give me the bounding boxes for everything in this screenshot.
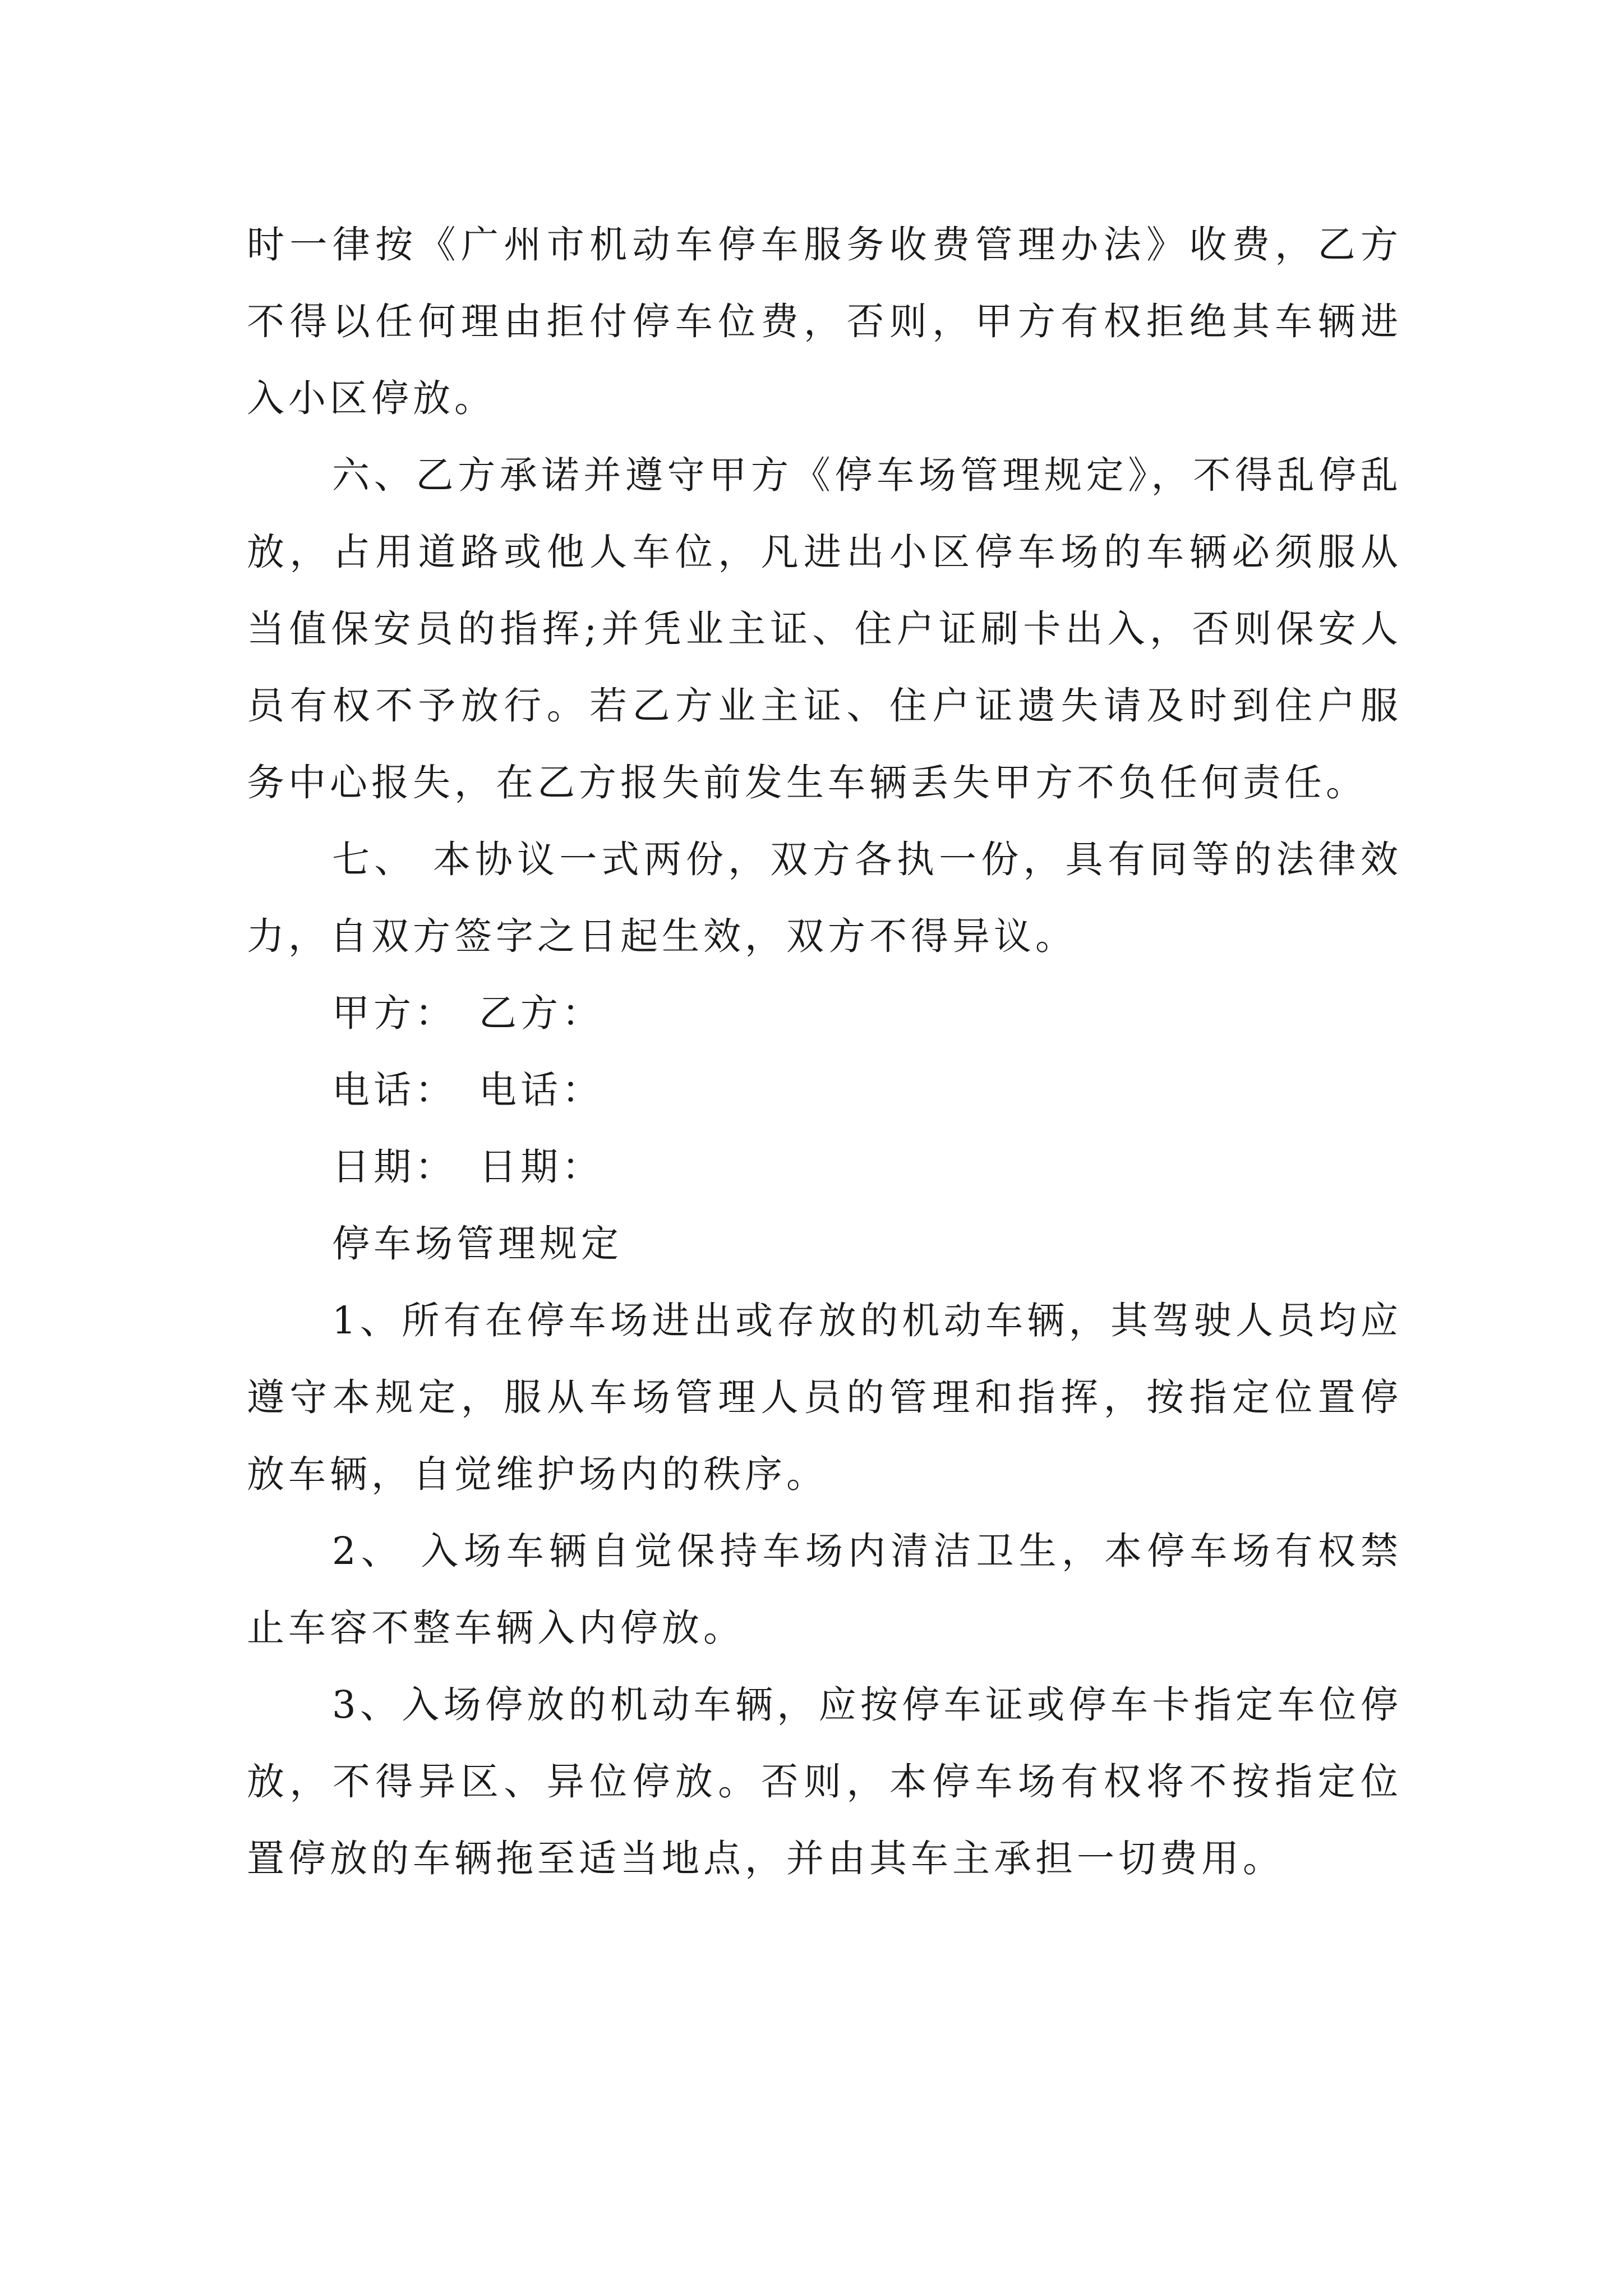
date-a-label: 日期： <box>332 1145 457 1189</box>
paragraph-continued: 时一律按《广州市机动车停车服务收费管理办法》收费，乙方不得以任何理由拒付停车位费，否则，甲方有权拒绝其车辆进入小区停放。 <box>247 223 1402 420</box>
rule-3: 3、入场停放的机动车辆，应按停车证或停车卡指定车位停放，不得异区、异位停放。否则，本停车场有权将不按指定位置停放的车辆拖至适当地点，并由其车主承担一切费用。 <box>247 1683 1402 1880</box>
phone-b-label: 电话： <box>479 1068 603 1112</box>
rule-1: 1、所有在停车场进出或存放的机动车辆，其驾驶人员均应遵守本规定，服从车场管理人员的管理和指挥，按指定位置停放车辆，自觉维护场内的秩序。 <box>247 1299 1402 1496</box>
clause-6: 六、乙方承诺并遵守甲方《停车场管理规定》，不得乱停乱放，占用道路或他人车位，凡进出小区停车场的车辆必须服从当值保安员的指挥;并凭业主证、住户证刷卡出入，否则保安人员有权不予放行。若乙方业主证、住户证遗失请及时到住户服务中心报失，在乙方报失前发生车辆丢失甲方不负任何责任。 <box>247 453 1402 804</box>
phone-a-label: 电话： <box>332 1068 457 1112</box>
signature-phone-line <box>247 1052 1402 1129</box>
document-page <box>247 206 1402 1897</box>
date-b-label: 日期： <box>479 1145 603 1189</box>
signature-date-line <box>247 1129 1402 1205</box>
party-b-label: 乙方： <box>479 991 603 1035</box>
signature-block <box>247 975 1402 1205</box>
clause-7: 七、 本协议一式两份，双方各执一份，具有同等的法律效力，自双方签字之日起生效，双方不得异议。 <box>247 838 1402 958</box>
rule-2: 2、 入场车辆自觉保持车场内清洁卫生，本停车场有权禁止车容不整车辆入内停放。 <box>247 1529 1402 1650</box>
rules-title: 停车场管理规定 <box>332 1222 623 1266</box>
party-a-label: 甲方： <box>332 991 457 1035</box>
signature-party-line <box>247 975 1402 1052</box>
